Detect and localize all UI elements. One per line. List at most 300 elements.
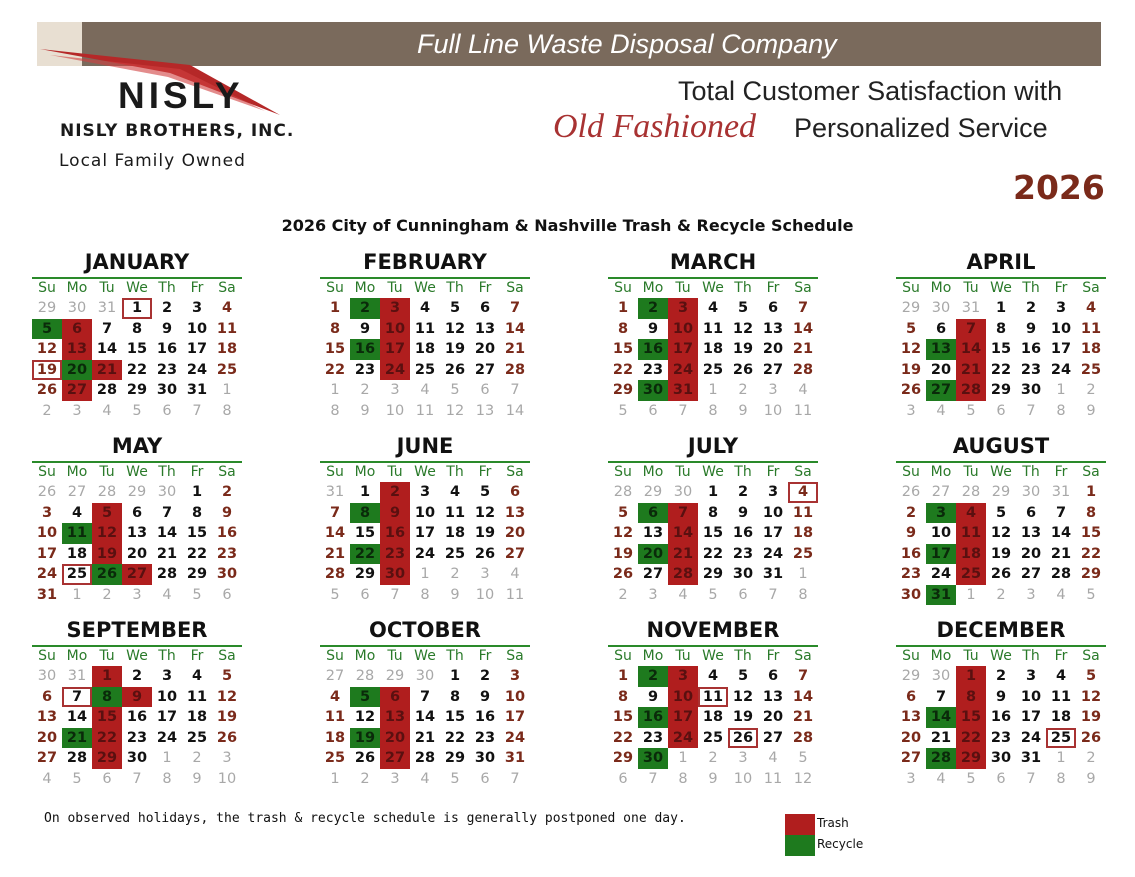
day-cell: 23 [354,361,376,378]
weekday-label: We [414,280,436,296]
day-cell-adjacent: 10 [733,770,753,787]
weekday-label: Th [158,280,176,296]
day-cell-adjacent: 1 [708,382,718,398]
day-cell: 28 [414,750,436,766]
month-name: FEBRUARY [363,250,487,274]
weekday-label: Tu [963,464,979,480]
day-cell-adjacent: 3 [906,770,916,787]
month-january [32,247,242,421]
day-cell-adjacent: 3 [132,586,142,603]
week-row [896,707,1106,728]
day-cell: 26 [474,545,496,562]
day-cell-adjacent: 5 [192,586,202,603]
day-cell-recycle: 21 [62,728,92,749]
day-cell-adjacent: 30 [37,668,57,684]
weekday-label: Fr [190,648,204,664]
day-cell: 18 [66,545,88,562]
day-cell-trash: 17 [380,339,410,360]
day-cell-adjacent: 4 [768,750,778,766]
day-cell: 9 [647,688,659,705]
day-cell-adjacent: 2 [42,402,52,419]
day-cell: 19 [1080,709,1102,725]
month-name: MARCH [669,250,757,274]
day-cell: 23 [642,729,664,746]
day-cell: 20 [1020,545,1042,562]
weekday-label: We [126,648,148,664]
day-cell: 31 [1020,750,1042,766]
day-cell-adjacent: 7 [768,586,778,603]
day-cell-trash: 21 [956,360,986,381]
week-row [896,544,1106,565]
day-cell-recycle: 20 [62,360,92,381]
week-row [896,564,1106,585]
day-cell-recycle: 2 [638,298,668,319]
day-cell: 5 [737,300,749,316]
day-cell-trash: 6 [62,319,92,340]
day-cell: 30 [900,586,922,603]
day-cell: 21 [792,709,814,725]
week-row [32,769,242,790]
day-cell-adjacent: 29 [643,484,663,500]
week-row [320,523,530,544]
weekday-label: Su [326,280,344,296]
day-cell: 7 [797,300,809,316]
day-cell: 21 [156,545,178,562]
day-cell-adjacent: 9 [738,402,748,419]
week-row [32,666,242,687]
day-cell-adjacent: 6 [996,402,1006,419]
weekday-label: We [126,280,148,296]
day-cell-recycle: 28 [926,748,956,769]
day-cell: 23 [900,566,922,582]
day-cell: 29 [702,566,724,582]
day-cell-trash: 5 [92,503,122,524]
day-cell: 13 [762,320,784,337]
day-cell: 11 [414,320,436,337]
day-cell: 18 [186,709,208,725]
day-cell: 24 [1050,361,1072,378]
day-cell: 21 [414,729,436,746]
day-cell-trash: 24 [668,728,698,749]
day-cell-trash: 31 [668,380,698,401]
day-cell: 16 [990,709,1012,725]
day-cell-recycle: 19 [350,728,380,749]
day-cell-trash: 25 [956,564,986,585]
day-cell-adjacent: 8 [420,586,430,603]
day-cell: 19 [900,361,922,378]
weekday-label: Th [158,648,176,664]
day-cell: 8 [617,688,629,705]
weekday-label: Th [446,464,464,480]
month-november [608,615,818,789]
day-cell-adjacent: 29 [901,668,921,684]
day-cell-recycle: 2 [638,666,668,687]
day-cell-adjacent: 10 [763,402,783,419]
week-row [896,482,1106,503]
day-cell-adjacent: 4 [510,566,520,582]
day-cell-adjacent: 11 [793,402,813,419]
weekday-label: Sa [218,464,236,480]
day-cell-adjacent: 7 [678,402,688,419]
weekday-label: Sa [218,280,236,296]
weekday-label: We [990,464,1012,480]
week-row [32,544,242,565]
weekday-label: Sa [506,648,524,664]
day-cell: 28 [504,361,526,378]
day-cell-adjacent: 10 [475,586,495,603]
day-cell-recycle: 5 [32,319,62,340]
day-cell-adjacent: 2 [192,750,202,766]
tagline-line2: Personalized Service [794,113,1048,143]
weekday-label: We [702,464,724,480]
day-cell-adjacent: 1 [966,586,976,603]
day-cell: 13 [642,525,664,541]
month-august [896,431,1106,605]
day-cell-adjacent: 11 [763,770,783,787]
day-cell-adjacent: 3 [768,382,778,398]
weekday-label: Th [1022,280,1040,296]
day-cell-recycle: 22 [350,544,380,565]
weekday-label: Su [326,464,344,480]
day-cell: 26 [444,361,466,378]
day-cell: 12 [732,320,754,337]
day-cell: 17 [1020,709,1042,725]
day-cell: 29 [186,566,208,582]
week-row [32,728,242,749]
weekday-header [32,461,242,482]
day-cell-adjacent: 1 [330,770,340,787]
weekday-label: Su [38,648,56,664]
logo-brothers: NISLY BROTHERS, INC. [60,121,295,141]
day-cell: 26 [612,566,634,582]
day-cell-trash: 9 [380,503,410,524]
day-cell-adjacent: 3 [1026,586,1036,603]
day-cell-recycle: 30 [638,380,668,401]
day-cell: 5 [737,668,749,684]
month-name: OCTOBER [369,618,481,642]
day-cell: 25 [702,729,724,746]
week-row [896,687,1106,708]
day-cell-adjacent: 7 [1026,770,1036,787]
day-cell: 28 [156,566,178,582]
day-cell: 9 [905,525,917,541]
day-cell-adjacent: 4 [162,586,172,603]
day-cell-adjacent: 4 [420,770,430,787]
day-cell-trash: 4 [956,503,986,524]
day-cell: 25 [216,361,238,378]
weekday-label: Fr [478,648,492,664]
week-row [896,298,1106,319]
day-cell: 14 [324,525,346,541]
day-cell-adjacent: 7 [648,770,658,787]
weekday-label: Mo [354,280,376,296]
day-cell: 22 [702,545,724,562]
day-cell: 24 [504,729,526,746]
logo-name: NISLY [118,75,244,116]
day-cell: 26 [900,382,922,398]
week-row [32,298,242,319]
day-cell-adjacent: 27 [931,484,951,500]
day-cell: 8 [707,504,719,521]
day-cell: 19 [612,545,634,562]
day-cell: 22 [990,361,1012,378]
day-cell: 6 [905,688,917,705]
day-cell: 27 [762,361,784,378]
day-cell: 7 [329,504,341,521]
day-cell-adjacent: 28 [961,484,981,500]
legend-trash-swatch [785,814,815,835]
day-cell: 20 [930,361,952,378]
day-cell: 10 [186,320,208,337]
weekday-label: Fr [766,464,780,480]
day-cell-adjacent: 2 [708,750,718,766]
day-cell-adjacent: 11 [415,402,435,419]
weekday-label: Mo [930,464,952,480]
day-cell: 25 [792,545,814,562]
weekday-header [608,277,818,298]
company-logo [40,45,340,180]
week-row [320,585,530,606]
week-row [896,748,1106,769]
day-cell: 17 [414,525,436,541]
day-cell: 27 [36,750,58,766]
day-cell: 28 [792,729,814,746]
day-cell-adjacent: 9 [450,586,460,603]
week-row [896,728,1106,749]
day-cell: 4 [1055,668,1067,684]
day-cell: 4 [191,668,203,684]
week-row [320,666,530,687]
day-cell: 6 [509,484,521,500]
day-cell-adjacent: 5 [708,586,718,603]
day-cell: 19 [732,709,754,725]
day-cell: 3 [191,300,203,316]
day-cell-adjacent: 1 [72,586,82,603]
day-cell: 12 [900,341,922,357]
weekday-label: We [702,280,724,296]
weekday-label: Su [902,648,920,664]
weekday-label: Mo [354,648,376,664]
week-row [32,585,242,606]
day-cell: 27 [642,566,664,582]
day-cell: 22 [444,729,466,746]
day-cell-trash: 17 [668,339,698,360]
day-cell-adjacent: 5 [450,770,460,787]
day-cell-adjacent: 1 [1056,382,1066,398]
day-cell: 7 [161,504,173,521]
day-cell: 20 [762,709,784,725]
day-cell-adjacent: 1 [678,750,688,766]
day-cell: 3 [1025,668,1037,684]
day-cell-trash: 11 [956,523,986,544]
day-cell-adjacent: 6 [738,586,748,603]
week-row [608,298,818,319]
day-cell-trash: 15 [92,707,122,728]
day-cell-trash: 24 [668,360,698,381]
day-cell: 18 [444,525,466,541]
day-cell-adjacent: 1 [330,382,340,398]
year-heading: 2026 [1013,168,1105,207]
weekday-label: Mo [66,280,88,296]
day-cell-trash: 7 [956,319,986,340]
day-cell: 25 [444,545,466,562]
day-cell-adjacent: 3 [390,770,400,787]
weekday-label: Th [446,280,464,296]
day-cell-recycle: 27 [926,380,956,401]
day-cell: 8 [329,320,341,337]
week-row [896,666,1106,687]
day-cell: 23 [1020,361,1042,378]
week-row [32,564,242,585]
legend-recycle-swatch [785,835,815,856]
week-row [608,482,818,503]
day-cell-recycle: 2 [350,298,380,319]
day-cell: 2 [995,668,1007,684]
weekday-label: Sa [506,464,524,480]
day-cell: 25 [324,750,346,766]
day-cell: 21 [324,545,346,562]
day-cell-adjacent: 6 [360,586,370,603]
day-cell-adjacent: 8 [162,770,172,787]
week-row [32,319,242,340]
day-cell-adjacent: 31 [97,300,117,316]
day-cell: 16 [1020,341,1042,357]
weekday-label: Mo [354,464,376,480]
day-cell-adjacent: 7 [132,770,142,787]
day-cell-recycle: 8 [350,503,380,524]
day-cell: 29 [126,382,148,398]
week-row [32,339,242,360]
weekday-label: Fr [1054,648,1068,664]
month-name: JUNE [396,434,454,458]
day-cell-trash: 10 [380,319,410,340]
weekday-header [896,645,1106,666]
weekday-label: Fr [1054,280,1068,296]
day-cell: 20 [36,729,58,746]
weekday-label: Su [614,280,632,296]
day-cell-adjacent: 4 [102,402,112,419]
weekday-label: Su [38,280,56,296]
week-row [32,503,242,524]
day-cell: 6 [767,300,779,316]
day-cell: 13 [504,504,526,521]
day-cell-recycle: 31 [926,585,956,606]
day-cell-adjacent: 6 [162,402,172,419]
day-cell-adjacent: 10 [385,402,405,419]
day-cell-trash: 23 [380,544,410,565]
week-row [608,666,818,687]
week-row [608,585,818,606]
weekday-label: Sa [1082,648,1100,664]
day-cell: 24 [1020,729,1042,746]
day-cell-adjacent: 4 [678,586,688,603]
day-cell: 5 [221,668,233,684]
day-cell-adjacent: 8 [798,586,808,603]
weekday-label: Tu [99,648,115,664]
day-cell: 17 [504,709,526,725]
day-cell: 29 [612,750,634,766]
month-september [32,615,242,789]
day-cell: 30 [474,750,496,766]
day-cell: 9 [737,504,749,521]
day-cell-trash: 29 [956,748,986,769]
day-cell-adjacent: 31 [1051,484,1071,500]
week-row [320,707,530,728]
day-cell-adjacent: 28 [613,484,633,500]
day-cell: 8 [617,320,629,337]
week-row [896,503,1106,524]
day-cell-adjacent: 3 [738,750,748,766]
day-cell-trash: 27 [380,748,410,769]
day-cell-adjacent: 5 [618,402,628,419]
day-cell: 24 [762,545,784,562]
week-row [608,339,818,360]
weekday-label: Fr [766,280,780,296]
day-cell-adjacent: 12 [793,770,813,787]
day-cell: 24 [930,566,952,582]
month-february [320,247,530,421]
weekday-label: Su [326,648,344,664]
day-cell: 15 [612,341,634,357]
week-row [896,585,1106,606]
weekday-label: Tu [963,280,979,296]
day-cell: 29 [990,382,1012,398]
day-cell: 26 [354,750,376,766]
day-cell-adjacent: 29 [901,300,921,316]
day-cell: 14 [96,341,118,357]
day-cell-holiday: 25 [1046,728,1076,749]
weekday-label: Fr [478,280,492,296]
day-cell: 30 [990,750,1012,766]
weekday-label: Th [446,648,464,664]
day-cell: 2 [161,300,173,316]
weekday-label: Th [734,280,752,296]
month-april [896,247,1106,421]
day-cell: 10 [36,525,58,541]
day-cell-adjacent: 4 [936,770,946,787]
day-cell: 11 [792,504,814,521]
weekday-label: Sa [1082,464,1100,480]
day-cell-adjacent: 5 [798,750,808,766]
day-cell: 31 [504,750,526,766]
day-cell-trash: 13 [62,339,92,360]
day-cell: 31 [762,566,784,582]
day-cell: 5 [449,300,461,316]
week-row [608,748,818,769]
day-cell: 31 [186,382,208,398]
day-cell: 12 [1080,688,1102,705]
day-cell-recycle: 17 [926,544,956,565]
weekday-label: Tu [675,648,691,664]
day-cell: 25 [414,361,436,378]
day-cell-adjacent: 31 [325,484,345,500]
day-cell-adjacent: 2 [360,770,370,787]
day-cell: 13 [36,709,58,725]
day-cell: 3 [1055,300,1067,316]
day-cell: 27 [900,750,922,766]
legend-recycle-label: Recycle [817,837,864,851]
day-cell-adjacent: 9 [1086,770,1096,787]
month-name: MAY [111,434,163,458]
weekday-label: Su [38,464,56,480]
day-cell: 15 [324,341,346,357]
day-cell-trash: 9 [122,687,152,708]
day-cell: 5 [617,504,629,521]
day-cell: 20 [762,341,784,357]
day-cell: 1 [191,484,203,500]
day-cell-holiday: 1 [122,298,152,319]
day-cell-adjacent: 7 [192,402,202,419]
